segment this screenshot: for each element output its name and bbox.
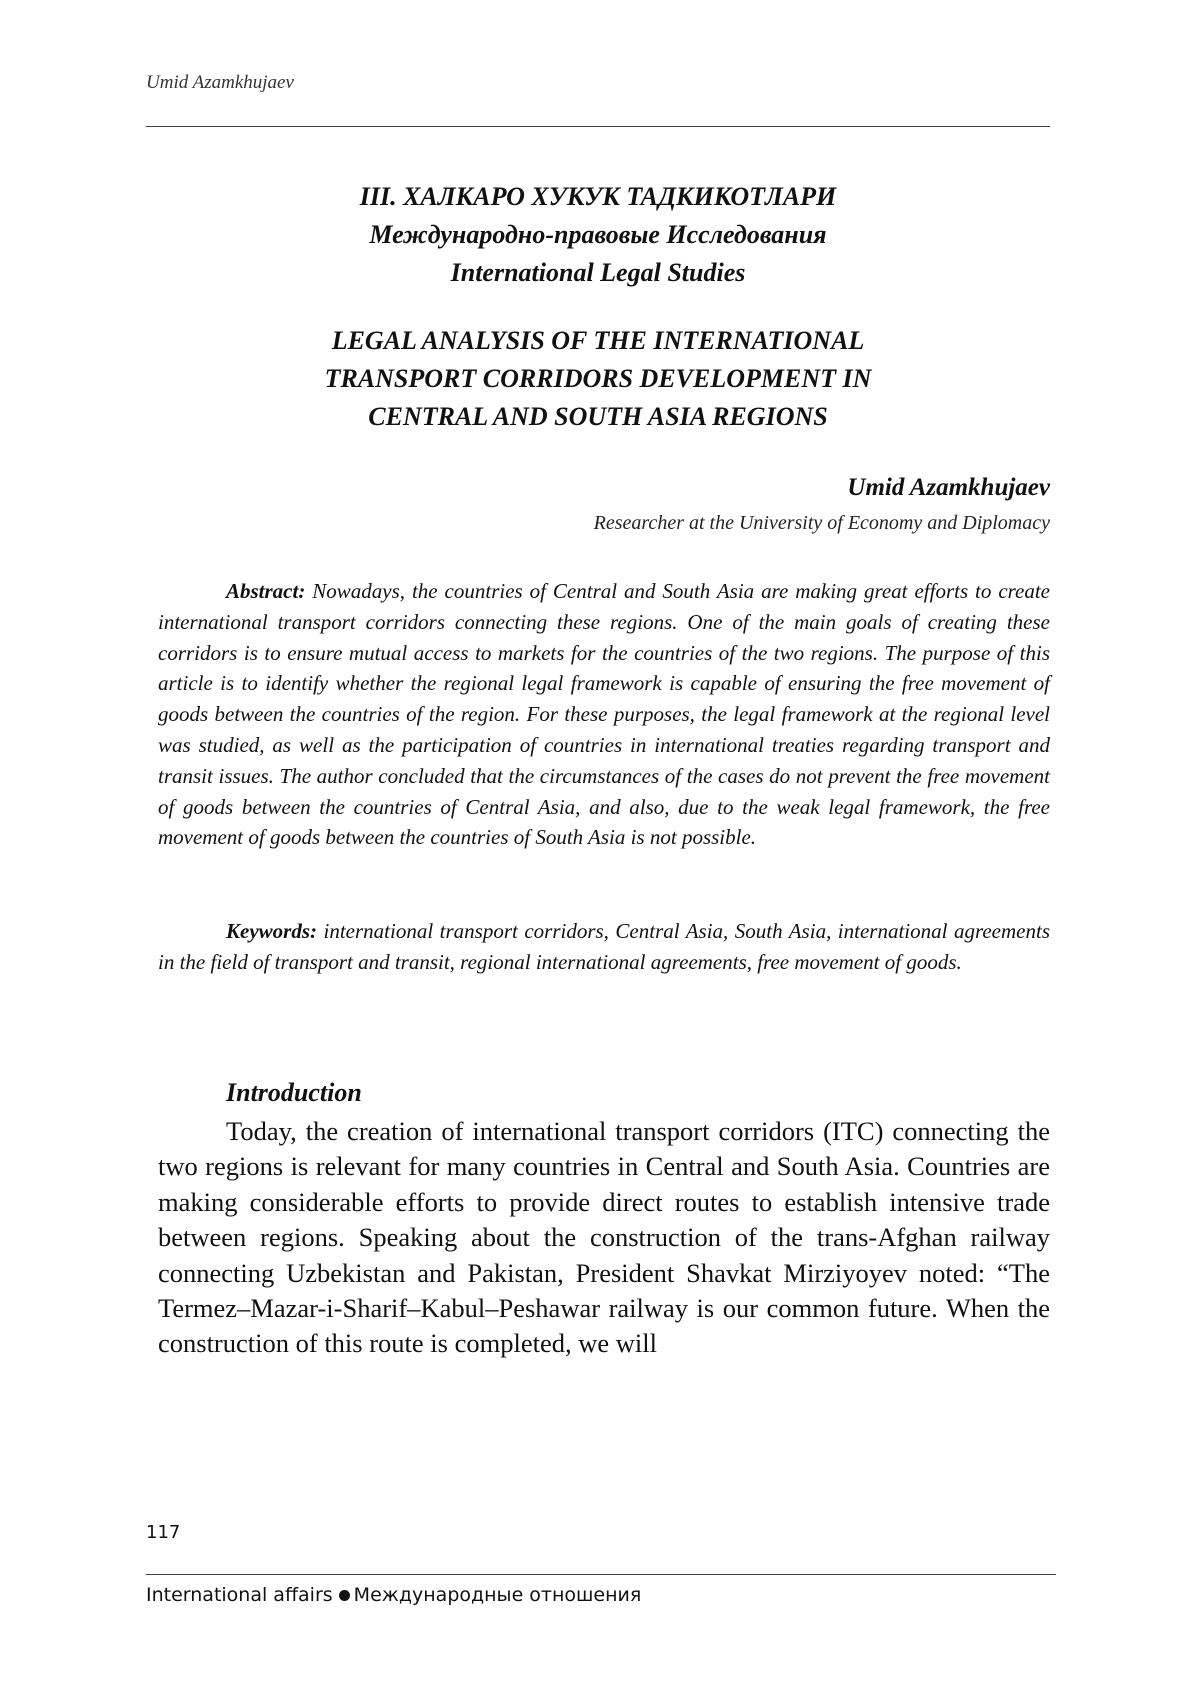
section-heading-uzbek: III. ХАЛКАРО ХУКУК ТАДКИКОТЛАРИ bbox=[359, 182, 837, 211]
abstract-paragraph bbox=[158, 576, 1050, 853]
footer-rule bbox=[146, 1574, 1056, 1575]
article-title bbox=[146, 322, 1050, 436]
author-name: Umid Azamkhujaev bbox=[847, 474, 1050, 501]
article-title-line: LEGAL ANALYSIS OF THE INTERNATIONAL bbox=[331, 326, 865, 355]
article-title-line: CENTRAL AND SOUTH ASIA REGIONS bbox=[368, 402, 828, 431]
section-heading-russian: Международно-правовые Исследования bbox=[369, 220, 827, 249]
article-title-line: TRANSPORT CORRIDORS DEVELOPMENT IN bbox=[324, 364, 872, 393]
section-heading-english: International Legal Studies bbox=[450, 258, 746, 287]
section-heading bbox=[146, 178, 1050, 292]
bullet-icon bbox=[339, 1590, 350, 1601]
abstract-text: Nowadays, the countries of Central and South Asia are making great efforts to create international transport corridors connecting these regions. One of the main goals of creating these corridors is to ensure mutual access to markets for the countries of the two regions. The purpose of this article is to identify whether the regional legal framework is capable of ensuring the free movement of goods between the countries of the region. For these purposes, the legal framework at the regional level was studied, as well as the participation of countries in international treaties regarding transport and transit issues. The author concluded that the circumstances of the cases do not prevent the free movement of goods between the countries of Central Asia, and also, due to the weak legal framework, the free movement of goods between the countries of South Asia is not possible. bbox=[158, 579, 1051, 850]
keywords-text: international transport corridors, Central Asia, South Asia, international agreements in the field of transport and transit, regional international agreements, free movement of goods. bbox=[158, 919, 1050, 974]
introduction-paragraph: Today, the creation of international transport corridors (ITC) connecting the two regions is relevant for many countries in Central and South Asia. Countries are making considerable efforts to provide direct routes to establish intensive trade between regions. Speaking about the construction of the trans-Afghan railway connecting Uzbekistan and Pakistan, President Shavkat Mirziyoyev noted: “The Termez–Mazar-i-Sharif–Kabul–Peshawar railway is our common future. When the construction of this route is completed, we will bbox=[158, 1116, 1050, 1359]
running-head-author: Umid Azamkhujaev bbox=[146, 72, 294, 93]
author-affiliation: Researcher at the University of Economy and Diplomacy bbox=[593, 512, 1050, 534]
journal-name-russian: Международные отношения bbox=[353, 1584, 642, 1606]
keywords-paragraph bbox=[158, 916, 1050, 978]
journal-footer bbox=[146, 1584, 641, 1606]
introduction-heading: Introduction bbox=[226, 1078, 362, 1107]
header-rule bbox=[146, 126, 1050, 127]
abstract-label: Abstract: bbox=[226, 579, 306, 603]
keywords-label: Keywords: bbox=[226, 919, 317, 943]
journal-name-english: International affairs bbox=[146, 1584, 333, 1606]
page-number: 117 bbox=[146, 1522, 181, 1543]
